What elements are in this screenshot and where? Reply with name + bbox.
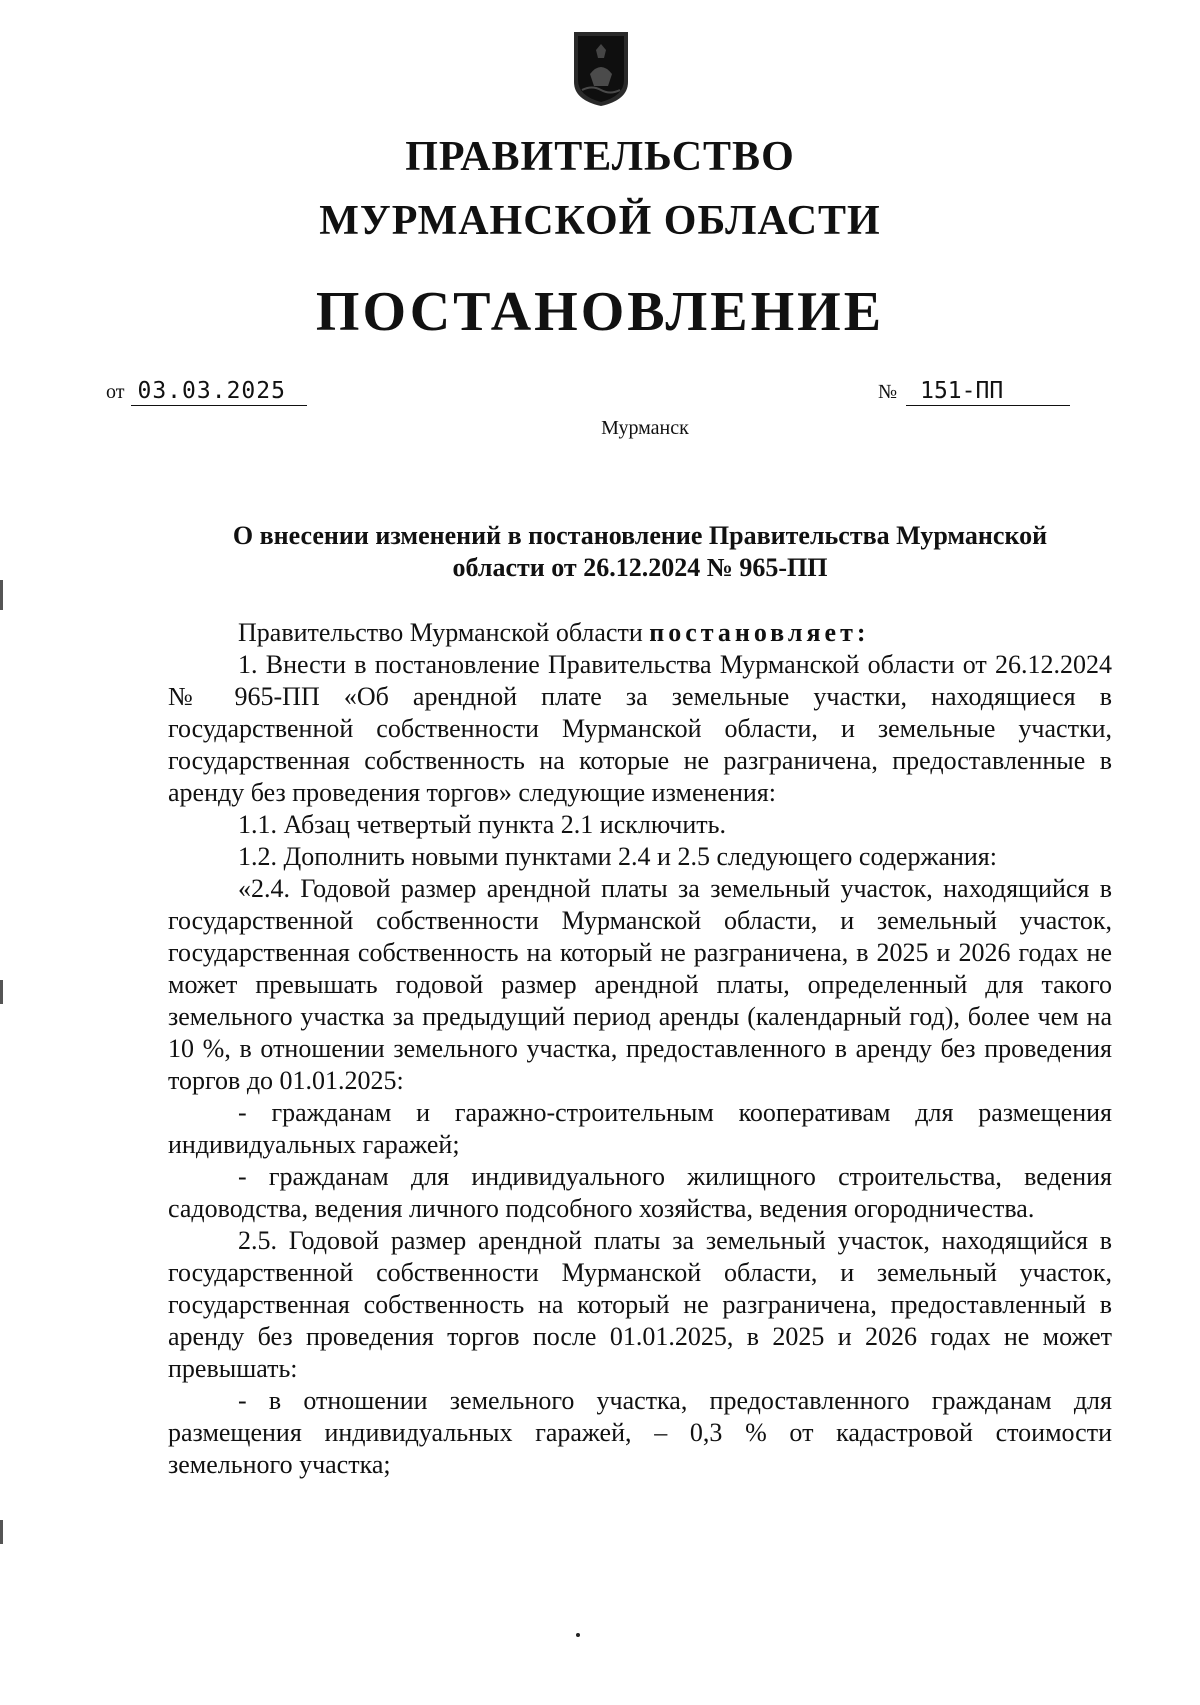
paragraph-2-5: 2.5. Годовой размер арендной платы за земельный участок, находящийся в государственной собственности Мурманской области, и земельный участок, государственная собственность на который не разграничена, предоставленный в аренду без проведения торгов после 01.01.2025, в 2025 и 2026 годах не может превышать:	[168, 1226, 1112, 1383]
document-type-heading: ПОСТАНОВЛЕНИЕ	[315, 281, 885, 343]
murmansk-coat-of-arms-icon	[572, 30, 630, 108]
intro-paragraph	[168, 617, 1112, 649]
document-title	[180, 520, 1100, 584]
org-name-line-1: ПРАВИТЕЛЬСТВО	[405, 134, 795, 180]
paragraph-2-5-item-a: - в отношении земельного участка, предоставленного гражданам для размещения индивидуальных гаражей, – 0,3 % от кадастровой стоимости земельного участка;	[168, 1386, 1112, 1479]
intro-prefix: Правительство Мурманской области	[238, 618, 643, 647]
paragraph-2-4-item-a: - гражданам и гаражно-строительным кооперативам для размещения индивидуальных гаражей;	[168, 1098, 1112, 1159]
paragraph-2-4: «2.4. Годовой размер арендной платы за земельный участок, находящийся в государственной собственности Мурманской области, и земельный участок, государственная собственность на который не разграничена, в 2025 и 2026 годах не может превышать годовой размер арендной платы, определенный для такого земельного участка за предыдущий период аренды (календарный год), более чем на 10 %, в отношении земельного участка, предоставленного в аренду без проведения торгов до 01.01.2025:	[168, 874, 1112, 1095]
city-name: Мурманск	[601, 417, 689, 439]
number-value: 151-ПП	[906, 378, 1070, 406]
scan-edge-mark	[0, 580, 3, 610]
scan-edge-mark	[0, 980, 3, 1004]
scan-edge-mark	[0, 1520, 3, 1544]
scan-dot	[576, 1633, 580, 1637]
title-line-1: О внесении изменений в постановление Правительства Мурманской	[232, 521, 1048, 550]
paragraph-1-2: 1.2. Дополнить новыми пунктами 2.4 и 2.5 следующего содержания:	[238, 842, 997, 871]
date-label: от	[106, 381, 125, 403]
title-line-2: области от 26.12.2024 № 965-ПП	[452, 553, 828, 582]
intro-decree-word: постановляет:	[649, 618, 870, 647]
document-date	[106, 378, 307, 406]
coat-of-arms-shield-icon	[572, 30, 630, 108]
paragraph-1-1: 1.1. Абзац четвертый пункта 2.1 исключить.	[238, 810, 726, 839]
document-body	[168, 617, 1112, 1481]
document-number	[878, 378, 1070, 406]
date-value: 03.03.2025	[131, 378, 307, 406]
paragraph-2-4-item-b: - гражданам для индивидуального жилищного строительства, ведения садоводства, ведения личного подсобного хозяйства, ведения огородничества.	[168, 1162, 1112, 1223]
org-name-line-2: МУРМАНСКОЙ ОБЛАСТИ	[319, 198, 881, 244]
paragraph-1: 1. Внести в постановление Правительства Мурманской области от 26.12.2024 № 965-ПП «Об арендной плате за земельные участки, находящиеся в государственной собственности Мурманской области, и земельные участки, государственная собственность на которые не разграничена, предоставленные в аренду без проведения торгов» следующие изменения:	[168, 650, 1112, 807]
number-label: №	[878, 381, 898, 403]
